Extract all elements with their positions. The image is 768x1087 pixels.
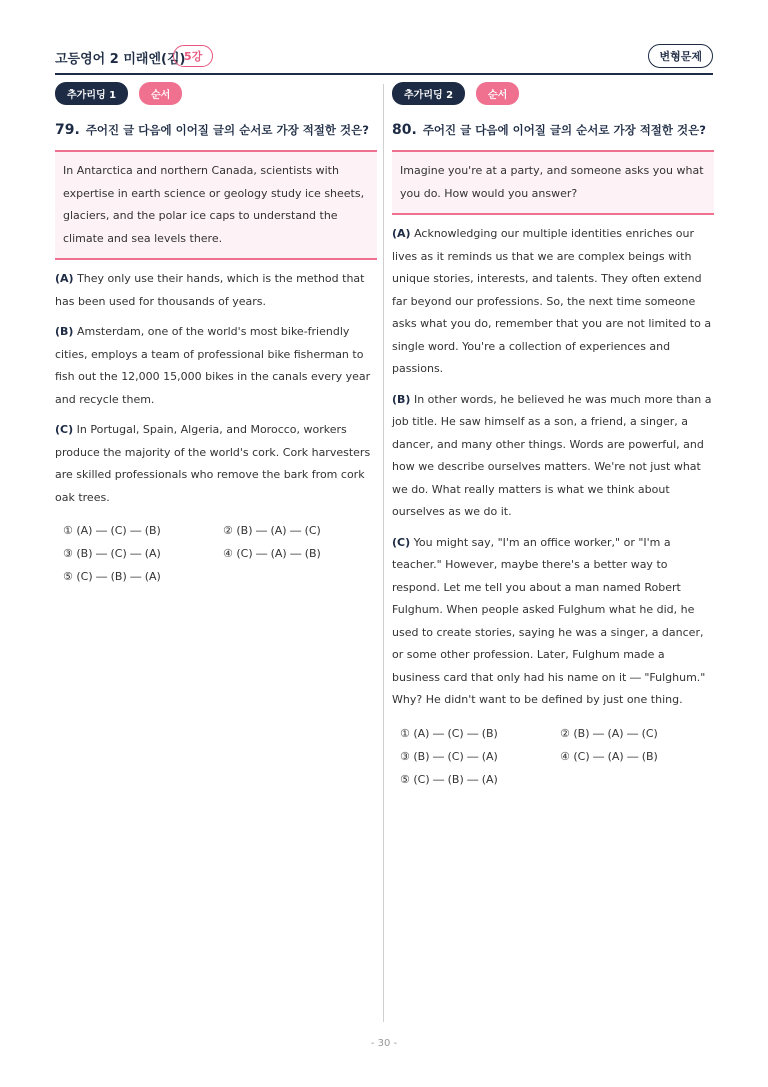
paragraph-c [55, 419, 377, 509]
intro-passage: In Antarctica and northern Canada, scientists with expertise in earth science or geology study ice sheets, glaciers, and the polar ice caps to understand the climate and sea levels there. [55, 150, 377, 260]
intro-passage: Imagine you're at a party, and someone asks you what you do. How would you answer? [392, 150, 714, 215]
answer-choices [392, 722, 714, 791]
choice-3[interactable]: ③ (B) ― (C) ― (A) [400, 749, 498, 763]
paragraph-label: (A) [55, 272, 74, 285]
right-column [392, 82, 714, 791]
paragraph-label: (A) [392, 227, 411, 240]
question-text: 주어진 글 다음에 이어질 글의 순서로 가장 적절한 것은? [85, 123, 369, 137]
paragraph-a [55, 268, 377, 313]
question-number: 79. [55, 122, 80, 138]
page-header [55, 44, 713, 74]
paragraph-a [392, 223, 714, 381]
question-number: 80. [392, 122, 417, 138]
left-tag-row [55, 82, 377, 104]
paragraph-text: You might say, "I'm an office worker," or "I'm a teacher." However, maybe there's a better way to respond. Let me tell you about a man named Robert Fulghum. When people asked Fulghum what he did, he used to create stories, saying he was a singer, a dancer, or some other profession. Later, Fulghum made a business card that only had his name on it ― "Fulghum." Why? He didn't want to be defined by just one thing. [392, 535, 706, 706]
choice-4[interactable]: ④ (C) ― (A) ― (B) [223, 547, 321, 560]
paragraph-label: (B) [55, 325, 74, 338]
column-divider [383, 84, 384, 1022]
choice-3[interactable]: ③ (B) ― (C) ― (A) [63, 547, 161, 560]
section-tag: 추가리딩 2 [392, 82, 465, 105]
choice-1[interactable]: ① (A) ― (C) ― (B) [63, 524, 161, 537]
question-text: 주어진 글 다음에 이어질 글의 순서로 가장 적절한 것은? [422, 123, 706, 137]
page-number: - 30 - [370, 1038, 398, 1049]
paragraph-c [392, 532, 714, 712]
choice-1[interactable]: ① (A) ― (C) ― (B) [400, 726, 498, 740]
paragraph-label: (B) [392, 392, 411, 406]
kind-tag: 순서 [476, 82, 519, 105]
section-tag: 추가리딩 1 [55, 82, 128, 105]
choice-2[interactable]: ② (B) ― (A) ― (C) [223, 524, 321, 537]
question-79 [55, 122, 377, 138]
paragraph-text: In Portugal, Spain, Algeria, and Morocco, workers produce the majority of the world's cork. Cork harvesters are skilled professionals who remove the bark from cork oak trees. [55, 423, 371, 504]
question-80 [392, 122, 714, 138]
paragraph-text: Amsterdam, one of the world's most bike-friendly cities, employs a team of professional bike fisherman to fish out the 12,000 15,000 bikes in the canals every year and recycle them. [55, 325, 371, 406]
kind-tag: 순서 [139, 82, 182, 105]
paragraph-text: Acknowledging our multiple identities enriches our lives as it reminds us that we are complex beings with unique stories, interests, and talents. They often extend far beyond our professions. So, the next time someone asks what you do, remember that you are not limited to a single word. You're a collection of experiences and passions. [392, 227, 712, 375]
paragraph-b [392, 389, 714, 524]
book-title: 고등영어 2 미래엔(김) [55, 52, 186, 67]
paragraph-label: (C) [392, 535, 411, 549]
lesson-badge: 5강 [173, 45, 213, 67]
paragraph-b [55, 321, 377, 411]
paragraph-label: (C) [55, 423, 74, 436]
problem-type-badge: 변형문제 [648, 44, 713, 68]
choice-5[interactable]: ⑤ (C) ― (B) ― (A) [400, 772, 498, 786]
paragraph-text: In other words, he believed he was much more than a job title. He saw himself as a son, a friend, a singer, a dancer, and many other things. Words are powerful, and how we describe ourselves matters. We're not just what we do. What really matters is what we think about ourselves as we do it. [392, 392, 712, 518]
choice-2[interactable]: ② (B) ― (A) ― (C) [560, 726, 658, 740]
choice-4[interactable]: ④ (C) ― (A) ― (B) [560, 749, 658, 763]
paragraph-text: They only use their hands, which is the method that has been used for thousands of years. [55, 272, 365, 308]
answer-choices [55, 519, 377, 588]
header-divider [55, 73, 713, 75]
choice-5[interactable]: ⑤ (C) ― (B) ― (A) [63, 570, 161, 583]
left-column [55, 82, 377, 588]
right-tag-row [392, 82, 714, 104]
